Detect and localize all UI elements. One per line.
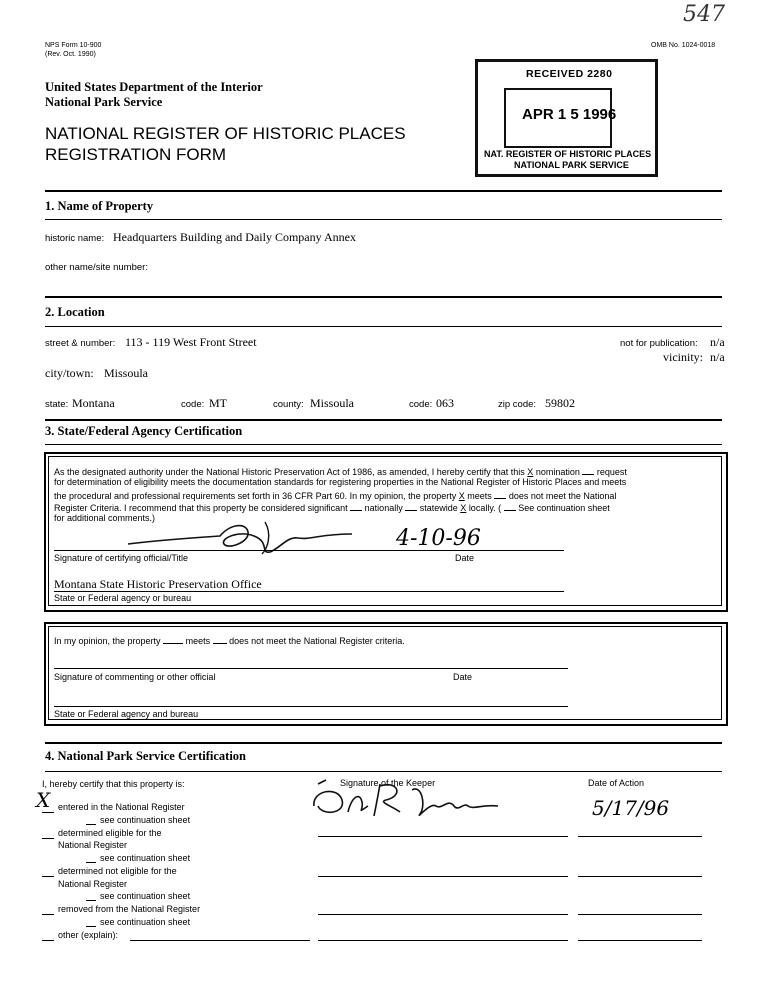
- action-label: Date of Action: [588, 778, 645, 788]
- checkbox-line: [42, 940, 54, 941]
- checkbox-line: [42, 812, 54, 813]
- action-line: [578, 836, 702, 837]
- option-entered: entered in the National Register: [58, 802, 185, 812]
- keeper-line: [318, 914, 568, 915]
- action-line: [578, 914, 702, 915]
- street-value: 113 - 119 West Front Street: [125, 335, 257, 349]
- see-continuation: see continuation sheet: [100, 891, 191, 901]
- other-explain-line: [130, 940, 310, 941]
- county-value: Missoula: [310, 396, 355, 410]
- stamp-line2: NATIONAL PARK SERVICE: [514, 160, 629, 170]
- action-line: [578, 940, 702, 941]
- cert-locally-text: locally. (: [468, 503, 502, 513]
- checkbox-line: [42, 876, 54, 877]
- cert-nomination-mark: X: [527, 467, 534, 477]
- divider: [45, 296, 722, 298]
- date-label: Date: [455, 553, 475, 563]
- cert-line5: for additional comments.): [54, 513, 156, 523]
- vicinity-label: vicinity:: [663, 350, 703, 364]
- certification-date: 4-10-96: [396, 526, 481, 551]
- comment-agency-line: [54, 706, 568, 707]
- cert-does-not-meet-text: does not meet the National: [508, 491, 617, 501]
- entered-check-mark: X: [36, 788, 51, 812]
- nfp-value: n/a: [710, 335, 725, 349]
- form-revision: (Rev. Oct. 1990): [45, 51, 96, 58]
- service-name: National Park Service: [45, 95, 163, 109]
- blank-field: [350, 501, 362, 511]
- form-title-line2: REGISTRATION FORM: [45, 145, 227, 164]
- divider: [45, 444, 722, 445]
- state-code-value: MT: [209, 396, 227, 410]
- historic-name-label: historic name:: [45, 233, 105, 244]
- see-continuation: see continuation sheet: [100, 917, 191, 927]
- option-not-eligible-2: National Register: [58, 879, 128, 889]
- section2-heading: 2. Location: [45, 305, 105, 319]
- city-label: city/town:: [45, 366, 94, 380]
- certifying-signature: [120, 514, 360, 558]
- cert-meets-mark: X: [458, 491, 465, 501]
- state-value: Montana: [72, 396, 115, 410]
- see-continuation: see continuation sheet: [100, 815, 191, 825]
- cert-line1-text: As the designated authority under the National Historic Preservation Act of 1986, as amended, I hereby certify that this: [54, 467, 525, 477]
- keeper-label: Signature of the Keeper: [340, 778, 436, 788]
- county-label: county:: [273, 399, 304, 410]
- certify-label: I, hereby certify that this property is:: [42, 779, 185, 789]
- blank-field: [405, 501, 417, 511]
- omb-number: OMB No. 1024-0018: [651, 42, 716, 49]
- agency-label: State or Federal agency or bureau: [54, 593, 192, 603]
- state-label: state:: [45, 399, 69, 410]
- county-code-value: 063: [436, 396, 454, 410]
- street-label: street & number:: [45, 338, 116, 349]
- page-number: 547: [683, 2, 725, 27]
- option-removed: removed from the National Register: [58, 904, 201, 914]
- blank-field: [582, 465, 594, 475]
- checkbox-line: [86, 900, 96, 901]
- keeper-line: [318, 836, 568, 837]
- keeper-signature: [308, 776, 508, 824]
- signature-label: Signature of certifying official/Title: [54, 553, 189, 563]
- form-title-line1: NATIONAL REGISTER OF HISTORIC PLACES: [45, 124, 406, 143]
- divider: [45, 742, 722, 744]
- cert-nomination-text: nomination: [535, 467, 580, 477]
- city-value: Missoula: [104, 366, 149, 380]
- blank-field: [494, 489, 506, 499]
- agency-value: Montana State Historic Preservation Office: [54, 577, 262, 591]
- cert-locally-mark: X: [460, 503, 467, 513]
- cert-line3: [54, 489, 616, 501]
- comment-agency-label: State or Federal agency and bureau: [54, 709, 199, 719]
- stamp-date: APR 1 5 1996: [522, 106, 617, 123]
- blank-field: [504, 501, 516, 511]
- option-not-eligible: determined not eligible for the: [58, 866, 177, 876]
- nfp-label: not for publication:: [620, 338, 698, 349]
- comment-signature-line: [54, 668, 568, 669]
- section3-heading: 3. State/Federal Agency Certification: [45, 424, 243, 438]
- checkbox-line: [42, 914, 54, 915]
- section1-heading: 1. Name of Property: [45, 199, 154, 213]
- section4-heading: 4. National Park Service Certification: [45, 749, 246, 763]
- opinion-does-not-meet-text: does not meet the National Register criteria.: [229, 636, 405, 646]
- action-line: [578, 876, 702, 877]
- historic-name-value: Headquarters Building and Daily Company Annex: [113, 230, 356, 244]
- signature-line: [54, 550, 564, 551]
- county-code-label: code:: [409, 399, 433, 410]
- opinion-meets-text: meets: [185, 636, 211, 646]
- see-continuation: see continuation sheet: [100, 853, 191, 863]
- cert-continuation-text: See continuation sheet: [518, 503, 610, 513]
- cert-line4-text: Register Criteria. I recommend that this property be considered significant: [54, 503, 348, 513]
- agency-line: [54, 591, 564, 592]
- divider: [45, 771, 722, 772]
- action-date: 5/17/96: [592, 796, 670, 820]
- divider: [45, 190, 722, 192]
- zip-value: 59802: [545, 396, 575, 410]
- cert-request-text: request: [596, 467, 627, 477]
- blank-field: [163, 634, 183, 644]
- received-stamp: [475, 59, 658, 177]
- cert-meets-text: meets: [467, 491, 492, 501]
- cert-statewide-text: statewide: [419, 503, 458, 513]
- other-name-label: other name/site number:: [45, 262, 148, 273]
- cert-line4: [54, 501, 610, 513]
- cert-line3-text: the procedural and professional requirements set forth in 36 CFR Part 60. In my opinion, the property: [54, 491, 457, 501]
- divider: [45, 326, 722, 327]
- opinion-text: In my opinion, the property: [54, 636, 161, 646]
- zip-label: zip code:: [498, 399, 537, 410]
- comment-date-label: Date: [453, 672, 473, 682]
- opinion-line: [54, 634, 405, 646]
- checkbox-line: [86, 862, 96, 863]
- option-other: other (explain):: [58, 930, 119, 940]
- cert-line1: [54, 465, 627, 477]
- divider: [45, 219, 722, 220]
- department-name: United States Department of the Interior: [45, 80, 263, 94]
- stamp-line1: NAT. REGISTER OF HISTORIC PLACES: [484, 149, 652, 159]
- checkbox-line: [86, 824, 96, 825]
- state-code-label: code:: [181, 399, 205, 410]
- form-number: NPS Form 10-900: [45, 42, 102, 49]
- vicinity-value: n/a: [710, 350, 725, 364]
- checkbox-line: [86, 926, 96, 927]
- stamp-received: RECEIVED 2280: [526, 68, 613, 80]
- divider: [45, 419, 722, 421]
- option-eligible-2: National Register: [58, 840, 128, 850]
- keeper-line: [318, 876, 568, 877]
- option-eligible: determined eligible for the: [58, 828, 162, 838]
- cert-line2: for determination of eligibility meets the documentation standards for registering properties in the National Register of Historic Places and meets: [54, 477, 627, 487]
- keeper-line: [318, 940, 568, 941]
- cert-nationally-text: nationally: [364, 503, 403, 513]
- comment-signature-label: Signature of commenting or other official: [54, 672, 216, 682]
- blank-field: [213, 634, 227, 644]
- checkbox-line: [42, 838, 54, 839]
